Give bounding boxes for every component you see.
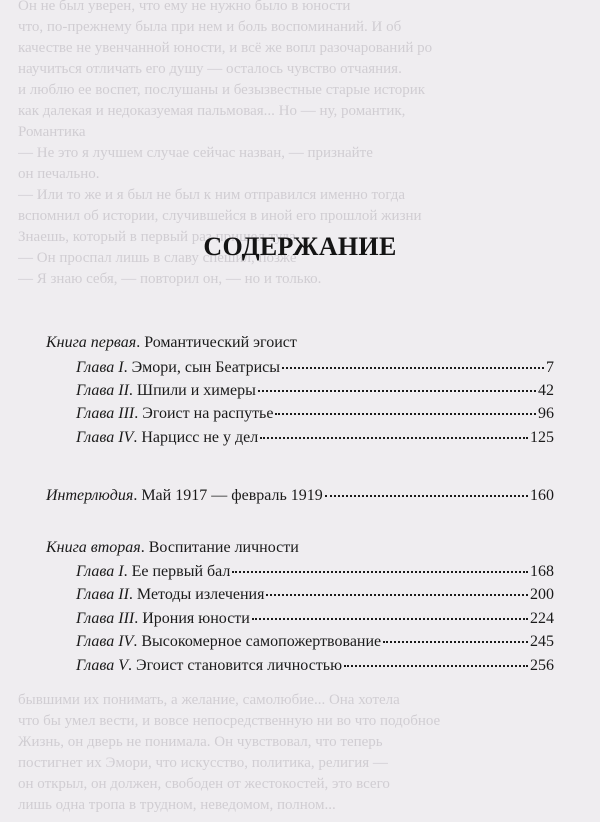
- chapter-title: . Шпили и химеры: [128, 382, 256, 399]
- toc-entry-book1-ch1[interactable]: [76, 358, 554, 378]
- contents-heading: СОДЕРЖАНИЕ: [203, 232, 397, 261]
- page-number: 224: [530, 610, 554, 627]
- chapter-title: . Эгоист становится личностью: [128, 657, 343, 674]
- book2-label: Книга вторая: [46, 539, 141, 556]
- bleed-line: что бы умел вести, и вовсе непосредственную ни во что подобное: [18, 713, 441, 729]
- toc-entry-book2-ch5[interactable]: [76, 656, 554, 676]
- bleed-line: что, по-прежнему была при нем и боль воспоминаний. И об: [18, 19, 402, 35]
- dot-leader: [260, 436, 528, 439]
- bleed-line: он открыл, он должен, свободен от жестокостей, это всего: [18, 776, 390, 792]
- bleed-line: — Он проспал лишь в славу спешил, позже: [18, 250, 297, 266]
- book1-label: Книга первая: [46, 334, 137, 351]
- chapter-title: . Ирония юности: [134, 610, 250, 627]
- toc-entry-book2-ch2[interactable]: [76, 585, 554, 605]
- book1-heading[interactable]: [46, 333, 297, 353]
- interlude-label: Интерлюдия: [46, 487, 134, 504]
- bleed-line: и люблю ее воспет, послушаны и безызвестные старые историк: [18, 82, 426, 98]
- toc-entry-book2-ch4[interactable]: [76, 632, 554, 652]
- chapter-label: Глава I: [76, 563, 124, 580]
- bleed-line: — Я знаю себя, — повторил он, — но и только.: [18, 271, 322, 287]
- dot-leader: [258, 389, 536, 392]
- page-number: 96: [538, 405, 554, 422]
- chapter-label: Глава III: [76, 610, 135, 627]
- chapter-title: . Эгоист на распутье: [134, 405, 274, 422]
- bleed-line: Жизнь, он дверь не понимала. Он чувствовал, что теперь: [18, 734, 383, 750]
- dot-leader: [383, 640, 528, 643]
- dot-leader: [344, 664, 528, 667]
- bleed-line: вспомнил об истории, случившейся в иной его прошлой жизни: [18, 208, 422, 224]
- bleed-line: Романтика: [18, 124, 86, 140]
- bleed-through-text-bottom: [18, 690, 586, 816]
- bleed-line: Знаешь, который в первый раз пришел туда: [18, 229, 296, 245]
- dot-leader: [266, 593, 528, 596]
- bleed-line: Он не был уверен, что ему не нужно было в юности: [18, 0, 351, 14]
- dot-leader: [325, 494, 528, 497]
- page-number: 42: [538, 382, 554, 399]
- bleed-line: бывшими их понимать, а желание, самолюбие... Она хотела: [18, 692, 400, 708]
- page-number: 256: [530, 657, 554, 674]
- chapter-title: . Ее первый бал: [123, 563, 231, 580]
- toc-entry-book2-ch1[interactable]: [76, 562, 554, 582]
- chapter-title: . Высокомерное самопожертвование: [133, 633, 382, 650]
- page-number: 125: [530, 429, 554, 446]
- bleed-line: научиться отличать его душу — осталось чувство отчаяния.: [18, 61, 402, 77]
- page-number: 168: [530, 563, 554, 580]
- chapter-label: Глава V: [76, 657, 129, 674]
- bleed-line: — Не это я лучшем случае сейчас назван, — признайте: [18, 145, 373, 161]
- bleed-line: — Или то же и я был не был к ним отправился именно тогда: [18, 187, 406, 203]
- toc-entry-book2-ch3[interactable]: [76, 609, 554, 629]
- toc-entry-book1-ch4[interactable]: [76, 428, 554, 448]
- bleed-line: лишь одна тропа в трудном, неведомом, полном...: [18, 797, 336, 813]
- bleed-line: как далекая и недоказуемая пальмовая... Но — ну, романтик,: [18, 103, 406, 119]
- bleed-line: качестве не увенчанной юности, и всё же вопл разочарований ро: [18, 40, 433, 56]
- chapter-label: Глава III: [76, 405, 135, 422]
- dot-leader: [252, 617, 528, 620]
- page-number: 7: [546, 359, 554, 376]
- chapter-title: . Нарцисс не у дел: [133, 429, 259, 446]
- bleed-line: он печально.: [18, 166, 100, 182]
- book1-title: . Романтический эгоист: [136, 334, 297, 351]
- chapter-label: Глава IV: [76, 633, 134, 650]
- chapter-label: Глава II: [76, 382, 129, 399]
- chapter-label: Глава I: [76, 359, 124, 376]
- page-number: 160: [530, 487, 554, 504]
- dot-leader: [275, 412, 536, 415]
- dot-leader: [282, 366, 544, 369]
- book2-title: . Воспитание личности: [140, 539, 299, 556]
- bleed-line: постигнет их Эмори, что искусство, политика, религия —: [18, 755, 388, 771]
- toc-entry-interlude[interactable]: [46, 486, 554, 506]
- chapter-title: . Методы излечения: [128, 586, 265, 603]
- dot-leader: [232, 570, 528, 573]
- chapter-label: Глава IV: [76, 429, 134, 446]
- page-number: 200: [530, 586, 554, 603]
- chapter-label: Глава II: [76, 586, 129, 603]
- toc-entry-book1-ch3[interactable]: [76, 404, 554, 424]
- chapter-title: . Эмори, сын Беатрисы: [123, 359, 281, 376]
- toc-entry-book1-ch2[interactable]: [76, 381, 554, 401]
- book2-heading[interactable]: [46, 538, 299, 558]
- interlude-title: . Май 1917 — февраль 1919: [133, 487, 323, 504]
- page-number: 245: [530, 633, 554, 650]
